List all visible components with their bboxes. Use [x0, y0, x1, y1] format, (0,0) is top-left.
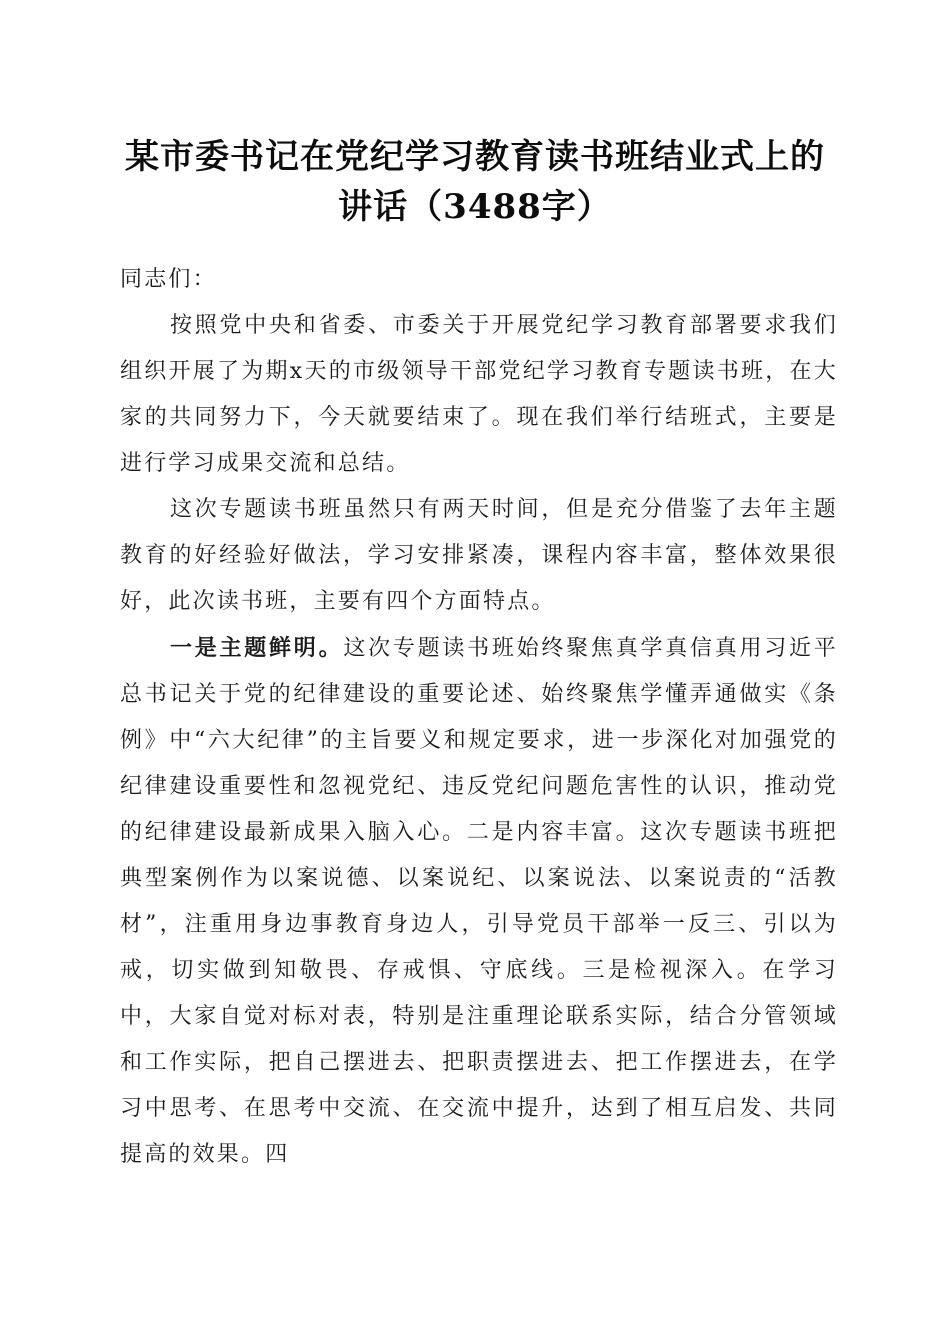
- paragraph-features: 这次专题读书班虽然只有两天时间，但是充分借鉴了去年主题教育的好经验好做法，学习安排紧凑，课程内容丰富，整体效果很好，此次读书班，主要有四个方面特点。: [120, 497, 838, 614]
- point-one-text: 这次专题读书班始终聚焦真学真信真用习近平总书记关于党的纪律建设的重要论述、始终聚焦学懂弄通做实《条例》中“六大纪律”的主旨要义和规定要求，进一步深化对加强党的纪律建设重要性和忽视党纪、违反党纪问题危害性的认识，推动党的纪律建设最新成果入脑入心。二是内容丰富。这次专题读书班把典型案例作为以案说德、以案说纪、以案说法、以案说责的“活教材”，注重用身边事教育身边人，引导党员干部举一反三、引以为戒，切实做到知敬畏、存戒惧、守底线。三是检视深入。在学习中，大家自觉对标对表，特别是注重理论联系实际，结合分管领域和工作实际，把自己摆进去、把职责摆进去、把工作摆进去，在学习中思考、在思考中交流、在交流中提升，达到了相互启发、共同提高的效果。四: [120, 636, 838, 1167]
- paragraph-points: [120, 625, 838, 1178]
- document-title: [100, 132, 850, 232]
- document-body: [120, 257, 838, 1178]
- salutation: 同志们：: [120, 267, 217, 292]
- title-line-2: 讲话（3488字）: [338, 187, 612, 227]
- title-line-1: 某市委书记在党纪学习教育读书班结业式上的: [125, 137, 825, 177]
- point-one-heading: 一是主题鲜明。: [170, 635, 344, 661]
- paragraph-intro: 按照党中央和省委、市委关于开展党纪学习教育部署要求我们组织开展了为期x天的市级领导干部党纪学习教育专题读书班，在大家的共同努力下，今天就要结束了。现在我们举行结班式，主要是进行学习成果交流和总结。: [120, 313, 838, 476]
